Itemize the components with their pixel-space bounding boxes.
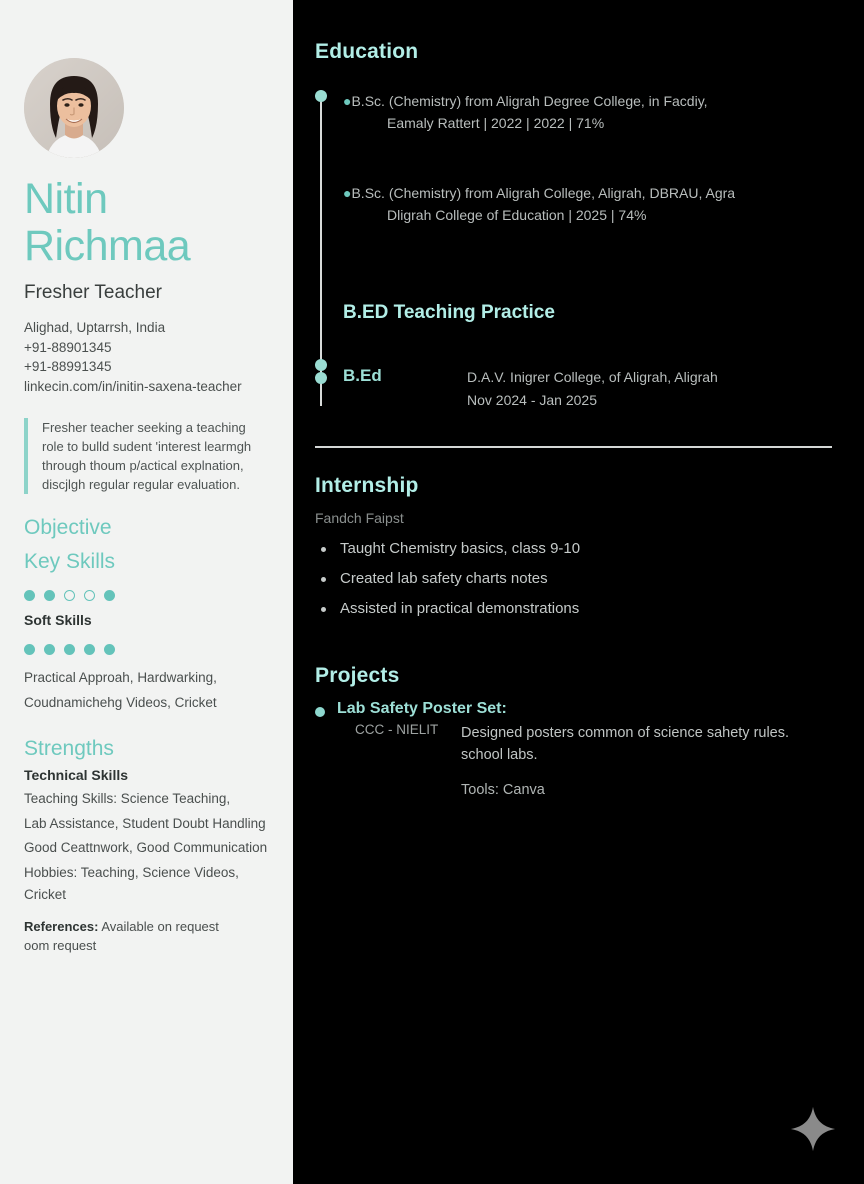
soft-skills-text: Practical Approah, Hardwarking, Coudnamichehg Videos, Cricket	[24, 670, 217, 710]
section-heading-internship: Internship	[315, 474, 419, 497]
section-heading-strengths: Strengths	[24, 737, 114, 760]
tech-skill-line: Cricket	[24, 887, 67, 902]
tech-skill-line: Hobbies: Teaching, Science Videos,	[24, 864, 239, 880]
bullet-icon	[315, 707, 325, 717]
contact-location: Alighad, Uptarrsh, India	[24, 320, 166, 335]
main-content	[293, 0, 864, 1184]
section-heading-projects: Projects	[315, 664, 400, 687]
bed-entry	[343, 366, 832, 412]
subsection-soft-skills: Soft Skills	[24, 612, 92, 628]
tech-skill-line: Good Ceattnwork, Good Communication	[24, 840, 268, 855]
tech-skill-line: Lab Assistance, Student Doubt Handling	[24, 815, 266, 831]
rating-dot	[84, 644, 95, 655]
rating-dot	[24, 644, 35, 655]
section-heading-bed-practice: B.ED Teaching Practice	[343, 302, 555, 323]
education-line-2: Eamaly Rattert | 2022 | 2022 | 71%	[387, 115, 605, 131]
internship-bullet-list	[315, 534, 832, 624]
project-description	[461, 722, 789, 798]
references-label: References:	[24, 919, 99, 934]
project-body	[337, 722, 832, 798]
subsection-technical-skills: Technical Skills	[24, 767, 129, 783]
contact-phone-2[interactable]: +91-88991345	[24, 359, 112, 374]
summary-text: Fresher teacher seeking a teaching role to bulld sudent 'interest learmgh through thoum p/actical explnation, discjlgh regular regular evaluation.	[24, 418, 264, 494]
education-item	[343, 90, 832, 134]
list-item: Taught Chemistry basics, class 9-10	[315, 534, 832, 564]
tech-skill-line: Teaching Skills: Science Teaching,	[24, 791, 231, 806]
rating-dot	[84, 590, 95, 601]
bed-institution: D.A.V. Inigrer College, of Aligrah, Aligrah	[467, 369, 718, 385]
education-line-1: B.Sc. (Chemistry) from Aligrah College, Aligrah, DBRAU, Agra	[351, 185, 736, 201]
references-block	[24, 917, 269, 955]
section-heading-key-skills: Key Skills	[24, 550, 116, 573]
project-desc-line-1: Designed posters common of science sahety rules.	[461, 725, 790, 741]
sparkle-icon	[790, 1106, 836, 1152]
education-item	[343, 182, 832, 226]
rating-dot	[64, 644, 75, 655]
bullet-icon: ●	[343, 185, 352, 201]
internship-subtitle: Fandch Faipst	[315, 510, 404, 526]
list-item: Created lab safety charts notes	[315, 564, 832, 594]
education-timeline	[315, 90, 832, 412]
rating-dot	[44, 644, 55, 655]
rating-dot	[104, 590, 115, 601]
rating-dot	[64, 590, 75, 601]
rating-dot	[24, 590, 35, 601]
bed-dates: Nov 2024 - Jan 2025	[467, 392, 597, 408]
project-title: Lab Safety Poster Set:	[337, 700, 507, 717]
project-item	[315, 700, 832, 798]
project-desc-line-2: school labs.	[461, 747, 538, 763]
bullet-icon: ●	[343, 93, 352, 109]
education-line-2: Dligrah College of Education | 2025 | 74%	[387, 207, 647, 223]
section-heading-objective: Objective	[24, 516, 112, 539]
bed-detail	[467, 366, 718, 412]
avatar	[24, 58, 124, 158]
references-value: Available on request	[98, 919, 219, 934]
page-title: Nitin Richmaa	[24, 175, 191, 270]
timeline-dot-top	[315, 90, 327, 102]
contact-block	[24, 318, 269, 396]
soft-skills-rating	[24, 644, 269, 655]
job-role: Fresher Teacher	[24, 282, 162, 303]
rating-dot	[44, 590, 55, 601]
bed-degree-label: B.Ed	[343, 366, 382, 385]
contact-linkedin[interactable]: linkecin.com/in/initin-saxena-teacher	[24, 378, 242, 394]
timeline-dot-bottom	[315, 359, 327, 371]
profile-photo-image	[24, 58, 124, 158]
bed-bullet-icon	[315, 372, 327, 384]
rating-dot	[104, 644, 115, 655]
section-heading-education: Education	[315, 40, 419, 63]
list-item: Assisted in practical demonstrations	[315, 594, 832, 624]
sidebar	[0, 0, 293, 1184]
key-skills-rating	[24, 590, 269, 601]
project-certification: CCC - NIELIT	[355, 722, 439, 737]
references-extra: oom request	[24, 938, 97, 953]
education-line-1: B.Sc. (Chemistry) from Aligrah Degree College, in Facdiy,	[351, 93, 708, 109]
project-tools: Tools: Canva	[461, 782, 545, 798]
contact-phone-1[interactable]: +91-88901345	[24, 339, 112, 355]
technical-skills-block	[24, 767, 269, 904]
